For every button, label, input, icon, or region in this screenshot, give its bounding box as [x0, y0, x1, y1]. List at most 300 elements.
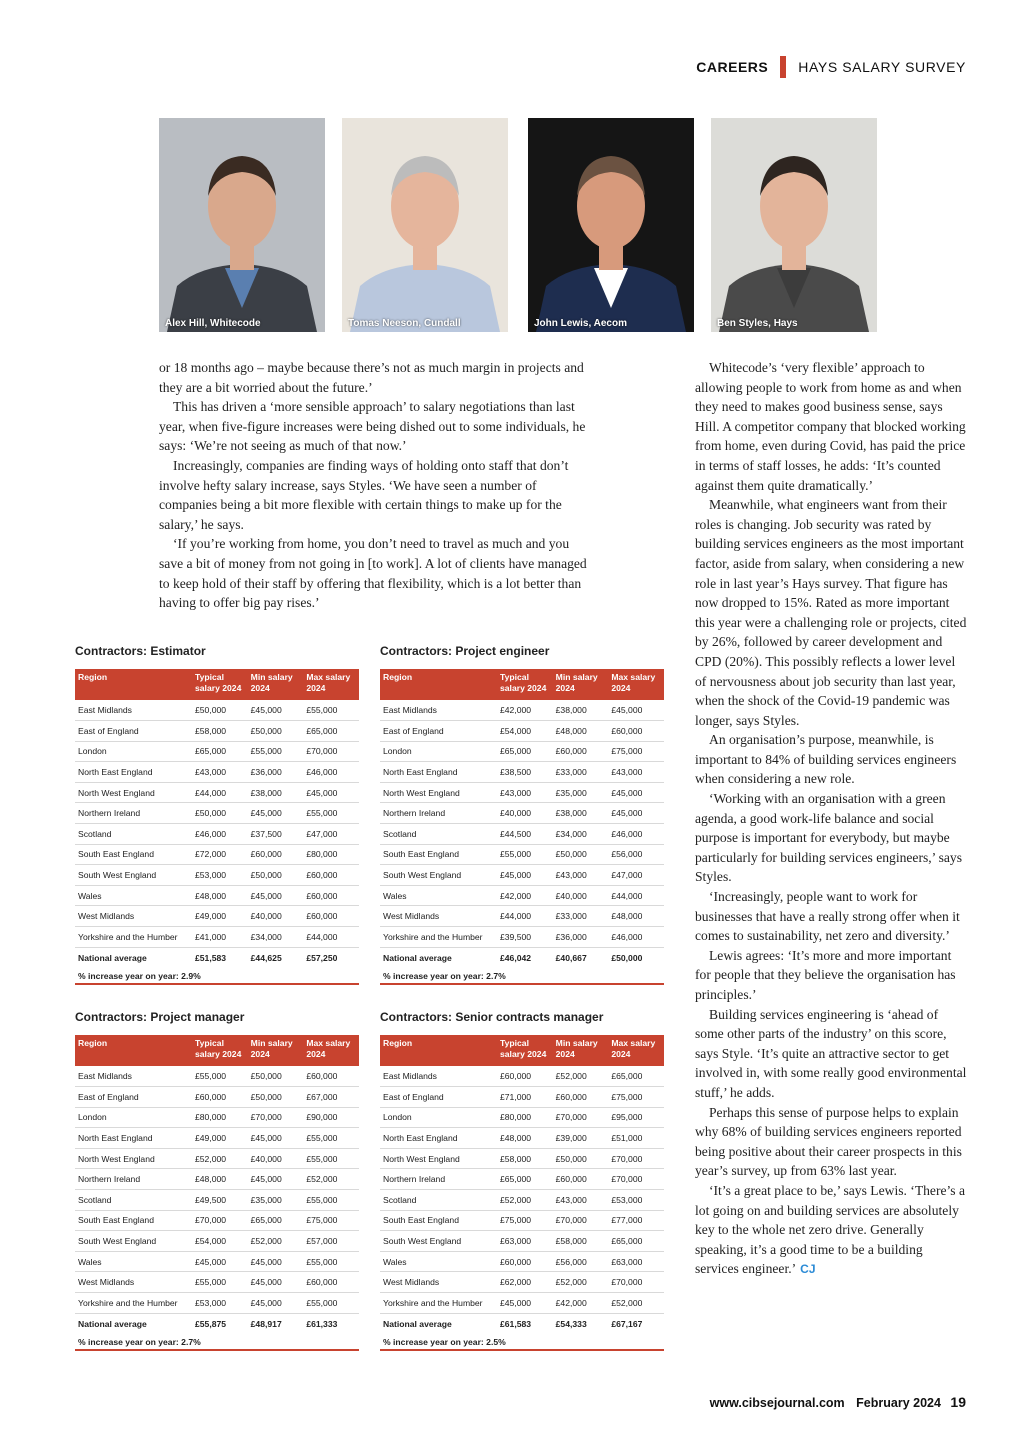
table-cell: £49,000: [192, 906, 248, 927]
table-cell: £45,000: [248, 885, 304, 906]
table-cell: £55,000: [192, 1272, 248, 1293]
table-cell: £56,000: [553, 1251, 609, 1272]
table-cell: £58,000: [553, 1231, 609, 1252]
table-cell: £90,000: [303, 1107, 359, 1128]
table-cell: £60,000: [553, 741, 609, 762]
table-row: [75, 762, 359, 783]
footer-issue: February 2024: [856, 1396, 941, 1410]
portrait-4: [711, 118, 877, 332]
table-row: [75, 1251, 359, 1272]
table-cell: East of England: [380, 1087, 497, 1108]
column-header: Min salary 2024: [553, 1035, 609, 1066]
table-row: [380, 741, 664, 762]
table-cell: £55,000: [248, 741, 304, 762]
portrait-strip: [159, 118, 877, 332]
paragraph: Building services engineering is ‘ahead of some other parts of the industry’ on this score, says Style. ‘It’s quite an attractive sector to get involved in, with some really good environmental stuff,’ he adds.: [695, 1006, 967, 1100]
salary-table: [75, 1035, 359, 1335]
table-cell: £60,000: [303, 885, 359, 906]
table-cell: North East England: [380, 762, 497, 783]
table-row: [380, 1190, 664, 1211]
salary-table-project-manager: [75, 1010, 359, 1351]
table-cell: £48,000: [192, 1169, 248, 1190]
table-row: [75, 1169, 359, 1190]
table-cell: £63,000: [608, 1251, 664, 1272]
table-cell: £49,000: [192, 1128, 248, 1149]
table-row: [380, 1293, 664, 1314]
table-row: [380, 1128, 664, 1149]
table-cell: £40,000: [248, 906, 304, 927]
portrait-photo: [159, 118, 325, 332]
table-cell: £45,000: [248, 1251, 304, 1272]
table-cell: £50,000: [248, 721, 304, 742]
table-row: [380, 824, 664, 845]
table-cell: £55,000: [303, 1293, 359, 1314]
table-cell: National average: [383, 953, 452, 964]
table-cell: £65,000: [248, 1210, 304, 1231]
portrait-caption: Ben Styles, Hays: [717, 318, 798, 329]
table-cell: Northern Ireland: [380, 1169, 497, 1190]
table-cell: £65,000: [303, 721, 359, 742]
table-cell: London: [75, 1107, 192, 1128]
table-cell: East of England: [380, 721, 497, 742]
table-cell: London: [380, 1107, 497, 1128]
table-cell: £67,000: [303, 1087, 359, 1108]
table-row: [380, 885, 664, 906]
table-header-row: [75, 1035, 359, 1066]
table-row: [75, 1210, 359, 1231]
table-header-row: [380, 1035, 664, 1066]
column-header: Min salary 2024: [248, 669, 304, 700]
table-cell: £63,000: [497, 1231, 553, 1252]
table-cell: £60,000: [497, 1251, 553, 1272]
table-cell: West Midlands: [75, 1272, 192, 1293]
table-cell: £55,000: [497, 844, 553, 865]
paragraph: ‘Increasingly, people want to work for businesses that have a really strong offer when it comes to sustainability, net zero and diversity.’: [695, 889, 960, 944]
table-cell: Northern Ireland: [380, 803, 497, 824]
table-cell: £46,000: [608, 927, 664, 948]
table-cell: West Midlands: [380, 906, 497, 927]
paragraph: An organisation’s purpose, meanwhile, is important to 84% of building services engineers when considering a new role.: [695, 732, 957, 787]
section-label: CAREERS: [696, 59, 769, 75]
table-cell: £57,000: [303, 1231, 359, 1252]
table-cell: £52,000: [303, 1169, 359, 1190]
table-cell: East Midlands: [75, 1066, 192, 1087]
table-cell: £34,000: [248, 927, 304, 948]
table-cell: London: [380, 741, 497, 762]
table-cell: Yorkshire and the Humber: [75, 927, 192, 948]
table-cell: £80,000: [497, 1107, 553, 1128]
portrait-caption: Alex Hill, Whitecode: [165, 318, 261, 329]
table-cell: North West England: [75, 1148, 192, 1169]
table-cell: £75,000: [497, 1210, 553, 1231]
table-row: [75, 1190, 359, 1211]
table-cell: £52,000: [248, 1231, 304, 1252]
table-cell: East Midlands: [380, 700, 497, 721]
table-cell: £44,500: [497, 824, 553, 845]
table-cell: £44,000: [608, 885, 664, 906]
table-header-row: [380, 669, 664, 700]
table-cell: £75,000: [303, 1210, 359, 1231]
column-header: Region: [75, 669, 192, 700]
table-cell: South West England: [75, 865, 192, 886]
footer-url: www.cibsejournal.com: [709, 1396, 845, 1410]
table-cell: £46,042: [500, 953, 532, 964]
column-header: Region: [380, 669, 497, 700]
table-cell: £65,000: [497, 741, 553, 762]
portrait-3: [528, 118, 694, 332]
table-row: [75, 803, 359, 824]
table-row: [75, 700, 359, 721]
salary-table: [380, 669, 664, 969]
paragraph: or 18 months ago – maybe because there’s not as much margin in projects and they are a bit worried about the future.’: [159, 360, 584, 395]
table-cell: £36,000: [553, 927, 609, 948]
table-cell: £47,000: [608, 865, 664, 886]
table-cell: £54,333: [555, 1319, 587, 1330]
table-cell: £70,000: [608, 1148, 664, 1169]
table-cell: £34,000: [553, 824, 609, 845]
table-cell: £40,000: [248, 1148, 304, 1169]
table-cell: Yorkshire and the Humber: [380, 1293, 497, 1314]
table-cell: £60,000: [553, 1087, 609, 1108]
column-header: Max salary 2024: [303, 1035, 359, 1066]
table-cell: South East England: [75, 844, 192, 865]
table-cell: £52,000: [497, 1190, 553, 1211]
table-cell: £56,000: [608, 844, 664, 865]
table-cell: £45,000: [248, 700, 304, 721]
table-row: [75, 1293, 359, 1314]
salary-table-senior-contracts-manager: [380, 1010, 664, 1351]
table-cell: East of England: [75, 721, 192, 742]
table-row: [75, 721, 359, 742]
table-cell: £45,000: [497, 1293, 553, 1314]
table-cell: £38,000: [553, 803, 609, 824]
table-cell: £70,000: [248, 1107, 304, 1128]
national-average-row: [75, 947, 359, 969]
table-cell: £70,000: [608, 1169, 664, 1190]
table-cell: £39,000: [553, 1128, 609, 1149]
national-average-row: [75, 1313, 359, 1335]
table-cell: £35,000: [248, 1190, 304, 1211]
table-cell: £48,000: [192, 885, 248, 906]
table-cell: £52,000: [553, 1066, 609, 1087]
table-row: [380, 1231, 664, 1252]
table-cell: £44,000: [497, 906, 553, 927]
table-row: [380, 1066, 664, 1087]
table-cell: £65,000: [497, 1169, 553, 1190]
table-cell: £45,000: [303, 782, 359, 803]
national-average-row: [380, 1313, 664, 1335]
table-cell: £44,000: [192, 782, 248, 803]
header-divider: [780, 56, 786, 78]
table-cell: £65,000: [192, 741, 248, 762]
paragraph: Increasingly, companies are finding ways of holding onto staff that don’t involve hefty salary increase, says Styles. ‘We have seen a number of companies being a bit more flexible with certain things to make up for the salary,’ he says.: [159, 457, 569, 532]
table-cell: £44,000: [303, 927, 359, 948]
table-cell: £38,000: [248, 782, 304, 803]
table-row: [75, 844, 359, 865]
table-cell: £46,000: [192, 824, 248, 845]
column-header: Min salary 2024: [248, 1035, 304, 1066]
table-cell: £40,667: [555, 953, 587, 964]
table-row: [75, 1272, 359, 1293]
table-cell: £60,000: [303, 865, 359, 886]
table-cell: £65,000: [608, 1231, 664, 1252]
paragraph: [695, 1181, 967, 1280]
table-header-row: [75, 669, 359, 700]
table-cell: £60,000: [303, 1272, 359, 1293]
table-cell: £51,000: [608, 1128, 664, 1149]
table-cell: £48,000: [553, 721, 609, 742]
table-row: [75, 782, 359, 803]
table-cell: East of England: [75, 1087, 192, 1108]
table-cell: £48,917: [250, 1319, 282, 1330]
table-cell: £60,000: [553, 1169, 609, 1190]
table-cell: £40,000: [553, 885, 609, 906]
table-cell: £50,000: [192, 803, 248, 824]
paragraph: Whitecode’s ‘very flexible’ approach to allowing people to work from home as and when they need to makes good business sense, says Hill. A competitor company that blocked working from home, even during Covid, has paid the price in terms of staff losses, he adds: ‘It’s counted against them quite dramatically.’: [695, 360, 966, 493]
table-cell: South West England: [75, 1231, 192, 1252]
table-title: Contractors: Project manager: [75, 1010, 245, 1024]
column-header: Region: [380, 1035, 497, 1066]
table-cell: £45,000: [248, 1169, 304, 1190]
column-header: Typical salary 2024: [192, 669, 248, 700]
table-cell: £43,000: [608, 762, 664, 783]
paragraph-text: ‘It’s a great place to be,’ says Lewis. ‘There’s a lot going on and building services are absolutely key to the whole net zero drive. Generally speaking, it’s a good time to be a building services engineer.’: [695, 1182, 966, 1277]
table-cell: £55,000: [303, 1251, 359, 1272]
table-row: [380, 1210, 664, 1231]
table-cell: £95,000: [608, 1107, 664, 1128]
column-header: Max salary 2024: [303, 669, 359, 700]
table-cell: South East England: [75, 1210, 192, 1231]
table-cell: £44,625: [250, 953, 282, 964]
column-header: Min salary 2024: [553, 669, 609, 700]
table-cell: £60,000: [303, 1066, 359, 1087]
table-row: [380, 721, 664, 742]
table-cell: £80,000: [192, 1107, 248, 1128]
portrait-2: [342, 118, 508, 332]
table-cell: £60,000: [608, 721, 664, 742]
table-row: [75, 1231, 359, 1252]
yearly-increase: % increase year on year: 2.9%: [75, 969, 359, 985]
table-row: [75, 1066, 359, 1087]
table-cell: £48,000: [497, 1128, 553, 1149]
table-cell: £70,000: [608, 1272, 664, 1293]
table-cell: North East England: [380, 1128, 497, 1149]
table-row: [380, 844, 664, 865]
table-cell: Northern Ireland: [75, 803, 192, 824]
table-cell: Wales: [380, 1251, 497, 1272]
table-cell: £60,000: [248, 844, 304, 865]
table-cell: £70,000: [553, 1210, 609, 1231]
table-row: [380, 1169, 664, 1190]
table-cell: £36,000: [248, 762, 304, 783]
table-cell: £42,000: [553, 1293, 609, 1314]
table-row: [380, 762, 664, 783]
table-cell: £40,000: [497, 803, 553, 824]
salary-table: [380, 1035, 664, 1335]
table-cell: £48,000: [608, 906, 664, 927]
page-footer: [710, 1394, 966, 1410]
table-cell: £45,000: [248, 1293, 304, 1314]
table-cell: £60,000: [192, 1087, 248, 1108]
page-header: [696, 56, 966, 78]
article-column-middle: [159, 358, 591, 613]
table-cell: £46,000: [608, 824, 664, 845]
section-subtitle: HAYS SALARY SURVEY: [798, 59, 966, 75]
table-cell: £43,000: [192, 762, 248, 783]
table-cell: £43,000: [497, 782, 553, 803]
table-cell: £70,000: [553, 1107, 609, 1128]
table-cell: £43,000: [553, 865, 609, 886]
table-cell: North West England: [380, 1148, 497, 1169]
table-cell: North East England: [75, 1128, 192, 1149]
table-cell: £54,000: [497, 721, 553, 742]
table-cell: £51,583: [195, 953, 227, 964]
table-cell: West Midlands: [75, 906, 192, 927]
paragraph: ‘Working with an organisation with a green agenda, a good work-life balance and social purpose is important for everybody, but maybe particularly for building services engineers,’ says Styles.: [695, 791, 963, 885]
table-cell: £70,000: [192, 1210, 248, 1231]
table-cell: £45,000: [248, 803, 304, 824]
table-row: [75, 741, 359, 762]
table-cell: £80,000: [303, 844, 359, 865]
table-cell: North West England: [75, 782, 192, 803]
table-row: [75, 885, 359, 906]
page-number: 19: [950, 1394, 966, 1410]
table-cell: £61,583: [500, 1319, 532, 1330]
table-title: Contractors: Estimator: [75, 644, 206, 658]
table-cell: £70,000: [303, 741, 359, 762]
portrait-photo: [528, 118, 694, 332]
table-row: [380, 1087, 664, 1108]
table-cell: £37,500: [248, 824, 304, 845]
table-cell: £60,000: [303, 906, 359, 927]
table-cell: £52,000: [553, 1272, 609, 1293]
table-row: [380, 906, 664, 927]
paragraph: Meanwhile, what engineers want from their roles is changing. Job security was rated by building services engineers as the most important factor, aside from salary, when considering a new role in last year’s Hays survey. That figure has now dropped to 15%. Rated as more important this year were a challenging role or projects, cited by 26%, followed by career development and CPD (20%). This possibly reflects a lower level of nervousness about job security than last year, when the shock of the Covid-19 pandemic was longer, says Styles.: [695, 497, 967, 728]
table-cell: Wales: [75, 885, 192, 906]
table-cell: £50,000: [611, 953, 643, 964]
table-cell: £55,000: [303, 700, 359, 721]
yearly-increase: % increase year on year: 2.7%: [380, 969, 664, 985]
table-row: [75, 1107, 359, 1128]
table-row: [75, 927, 359, 948]
table-row: [380, 927, 664, 948]
column-header: Max salary 2024: [608, 1035, 664, 1066]
portrait-1: [159, 118, 325, 332]
table-cell: £50,000: [248, 865, 304, 886]
table-cell: East Midlands: [75, 700, 192, 721]
table-row: [75, 824, 359, 845]
paragraph: ‘If you’re working from home, you don’t need to travel as much and you save a bit of money from not going in [to work]. A lot of clients have managed to keep hold of their staff by offering that flexibility, which is a lot better than having to offer big pay rises.’: [159, 536, 587, 611]
table-cell: £53,000: [608, 1190, 664, 1211]
table-cell: South West England: [380, 865, 497, 886]
table-cell: £58,000: [192, 721, 248, 742]
table-cell: £55,000: [303, 1190, 359, 1211]
table-row: [75, 1148, 359, 1169]
table-cell: £62,000: [497, 1272, 553, 1293]
paragraph: This has driven a ‘more sensible approach’ to salary negotiations than last year, when five-figure increases were being dished out to some individuals, he says: ‘We’re not seeing as much of that now.’: [159, 399, 586, 454]
table-cell: £75,000: [608, 1087, 664, 1108]
table-row: [75, 906, 359, 927]
table-cell: National average: [78, 953, 147, 964]
salary-table-project-engineer: [380, 644, 664, 985]
table-row: [380, 865, 664, 886]
table-cell: £41,000: [192, 927, 248, 948]
column-header: Region: [75, 1035, 192, 1066]
table-cell: £45,000: [248, 1272, 304, 1293]
table-cell: National average: [383, 1319, 452, 1330]
yearly-increase: % increase year on year: 2.5%: [380, 1335, 664, 1351]
table-cell: £55,875: [195, 1319, 227, 1330]
table-row: [380, 803, 664, 824]
table-row: [380, 1148, 664, 1169]
table-cell: £75,000: [608, 741, 664, 762]
table-cell: £77,000: [608, 1210, 664, 1231]
table-cell: £45,000: [248, 1128, 304, 1149]
column-header: Typical salary 2024: [497, 669, 553, 700]
table-cell: Northern Ireland: [75, 1169, 192, 1190]
table-cell: £42,000: [497, 700, 553, 721]
table-cell: £38,500: [497, 762, 553, 783]
table-row: [380, 1251, 664, 1272]
table-cell: £54,000: [192, 1231, 248, 1252]
table-cell: £45,000: [608, 803, 664, 824]
table-cell: Yorkshire and the Humber: [380, 927, 497, 948]
table-cell: £38,000: [553, 700, 609, 721]
salary-table: [75, 669, 359, 969]
table-cell: £46,000: [303, 762, 359, 783]
table-cell: £55,000: [303, 1128, 359, 1149]
table-cell: National average: [78, 1319, 147, 1330]
table-row: [75, 865, 359, 886]
table-cell: £67,167: [611, 1319, 643, 1330]
paragraph: Perhaps this sense of purpose helps to explain why 68% of building services engineers reported being positive about their career prospects in this year’s survey, up from 63% last year.: [695, 1104, 962, 1179]
table-cell: £50,000: [248, 1066, 304, 1087]
table-cell: £58,000: [497, 1148, 553, 1169]
table-cell: £43,000: [553, 1190, 609, 1211]
table-cell: £52,000: [608, 1293, 664, 1314]
table-row: [380, 782, 664, 803]
table-cell: £45,000: [497, 865, 553, 886]
table-cell: £47,000: [303, 824, 359, 845]
table-cell: £33,000: [553, 762, 609, 783]
table-cell: £55,000: [303, 803, 359, 824]
portrait-photo: [342, 118, 508, 332]
yearly-increase: % increase year on year: 2.7%: [75, 1335, 359, 1351]
table-cell: £42,000: [497, 885, 553, 906]
table-cell: £72,000: [192, 844, 248, 865]
table-cell: Scotland: [75, 824, 192, 845]
table-row: [380, 700, 664, 721]
table-title: Contractors: Senior contracts manager: [380, 1010, 604, 1024]
table-row: [75, 1087, 359, 1108]
table-cell: £45,000: [608, 700, 664, 721]
table-cell: South East England: [380, 844, 497, 865]
table-cell: £35,000: [553, 782, 609, 803]
table-cell: Wales: [380, 885, 497, 906]
table-cell: £33,000: [553, 906, 609, 927]
table-row: [380, 1272, 664, 1293]
table-cell: West Midlands: [380, 1272, 497, 1293]
portrait-photo: [711, 118, 877, 332]
portrait-caption: John Lewis, Aecom: [534, 318, 627, 329]
column-header: Typical salary 2024: [192, 1035, 248, 1066]
table-cell: South West England: [380, 1231, 497, 1252]
table-cell: £53,000: [192, 1293, 248, 1314]
table-cell: £49,500: [192, 1190, 248, 1211]
table-cell: Scotland: [75, 1190, 192, 1211]
table-cell: North East England: [75, 762, 192, 783]
salary-table-estimator: [75, 644, 359, 985]
